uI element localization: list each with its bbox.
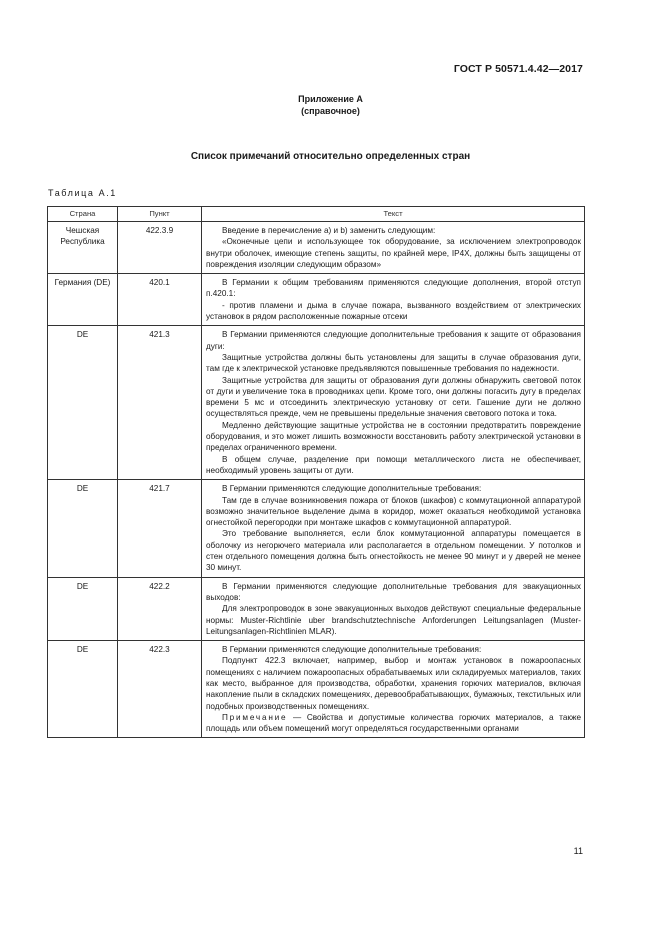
row-country: DE xyxy=(48,641,118,738)
row-text xyxy=(202,641,585,738)
header-country: Страна xyxy=(48,207,118,222)
row-text xyxy=(202,274,585,326)
paragraph: Для электропроводок в зоне эвакуационных выходов действуют специальные федеральные нормы: Muster-Richtlinie uber brandschutztechnische Anforderungen Leitungsanlagen (Muster- Leitungsanlagen-Richtlinien MLAR). xyxy=(206,604,581,636)
row-clause: 422.3 xyxy=(118,641,202,738)
standard-number: ГОСТ Р 50571.4.42—2017 xyxy=(453,63,583,75)
table-row xyxy=(48,641,585,738)
list-title: Список примечаний относительно определенных стран xyxy=(190,151,471,162)
paragraph: - против пламени и дыма в случае пожара, вызванного воздействием от электрических установок в рядом расположенные пожарные отсеки xyxy=(206,300,581,322)
annex-title: Приложение А xyxy=(298,94,363,104)
annex-subtitle: (справочное) xyxy=(301,106,360,116)
paragraph: Защитные устройства должны быть установлены для защиты в случае образования дуги, там где к электрической установке предъявляются повышенные требования по надежности. xyxy=(206,352,581,374)
row-text xyxy=(202,480,585,577)
note xyxy=(206,712,581,735)
table-row xyxy=(48,274,585,326)
table-row xyxy=(48,480,585,577)
row-text xyxy=(202,326,585,480)
row-country: Чешская Республика xyxy=(48,222,118,274)
note-label: Примечание xyxy=(222,712,288,722)
table-row xyxy=(48,222,585,274)
header-clause: Пункт xyxy=(118,207,202,222)
paragraph: «Оконечные цепи и использующее ток оборудование, за исключением электропроводок внутри оболочек, имеющие степень защиты, по крайней мере, IP4X, должны быть защищены от повреждения изоляции следующим образом» xyxy=(206,237,581,269)
row-country: DE xyxy=(48,480,118,577)
table-row xyxy=(48,326,585,480)
paragraph: В Германии применяются следующие дополнительные требования для эвакуационных выходов: xyxy=(206,581,581,602)
row-clause: 420.1 xyxy=(118,274,202,326)
paragraph: Это требование выполняется, если блок коммутационной аппаратуры помещается в оболочку из негорючего материала или располагается в отдельном помещении. У потолков и стен отдельного помещения должна быть огнестойкость не менее 90 минут и у дверей не менее 30 минут. xyxy=(206,529,581,573)
row-clause: 421.3 xyxy=(118,326,202,480)
row-clause: 421.7 xyxy=(118,480,202,577)
row-clause: 422.3.9 xyxy=(118,222,202,274)
row-text xyxy=(202,577,585,640)
row-country: DE xyxy=(48,577,118,640)
paragraph: В общем случае, разделение при помощи металлического листа не обеспечивает, необходимый уровень защиты от дуги. xyxy=(206,454,581,475)
paragraph: Подпункт 422.3 включает, например, выбор и монтаж установок в пожароопасных помещениях с наличием пожароопасных обрабатываемых или складируемых материалов, таких как место, выбранное для производства, обработки, хранения горючих материалов, включая накопление пыли в складских помещениях, деревообрабатывающих, бумажных, текстильных или подобных производственных помещениях. xyxy=(206,656,581,711)
paragraph: В Германии применяются следующие дополнительные требования: xyxy=(222,645,482,655)
paragraph: В Германии применяются следующие дополнительные требования: xyxy=(222,484,482,494)
table-header-row xyxy=(48,207,585,222)
note-text: — Свойства и допустимые количества горючих материалов, а также площадь или объем помещений могут определяться государственными органами xyxy=(206,712,581,734)
row-country: DE xyxy=(48,326,118,480)
row-clause: 422.2 xyxy=(118,577,202,640)
paragraph: Введение в перечисление a) и b) заменить следующим: xyxy=(222,226,436,235)
paragraph: Там где в случае возникновения пожара от блоков (шкафов) с коммутационной аппаратурой возможно значительное выделение дыма в коридор, может оказаться необходимой установка огнестойкой перегородки при монтаже шкафов с коммутационной аппаратурой. xyxy=(206,495,581,528)
row-text xyxy=(202,222,585,274)
paragraph: Защитные устройства для защиты от образования дуги должны обнаружить световой поток от дуги и увеличение тока в проводниках цепи. Кроме того, они должны погасить дугу в пределах времени 5 мс и отсоединить электрическую установку от сети. Гашение дуги не должно осуществляться прежде, чем не превышены предельные значения светового потока и тока. xyxy=(206,375,581,419)
table-row xyxy=(48,577,585,640)
row-country: Германия (DE) xyxy=(48,274,118,326)
annex-heading xyxy=(0,93,661,117)
paragraph: В Германии к общим требованиям применяются следующие дополнения, второй отступ п.420.1: xyxy=(206,278,581,299)
page-number: 11 xyxy=(573,846,583,856)
table-caption: Таблица А.1 xyxy=(48,188,117,198)
header-text: Текст xyxy=(202,207,585,222)
country-notes-table xyxy=(47,206,585,738)
paragraph: Медленно действующие защитные устройства не в состоянии предотвратить повреждение оборудования, и это может лишить возможности восстановить работу электрической установки в пределах ограниченного времени. xyxy=(206,420,581,453)
paragraph: В Германии применяются следующие дополнительные требования к защите от образования дуги: xyxy=(206,330,581,351)
